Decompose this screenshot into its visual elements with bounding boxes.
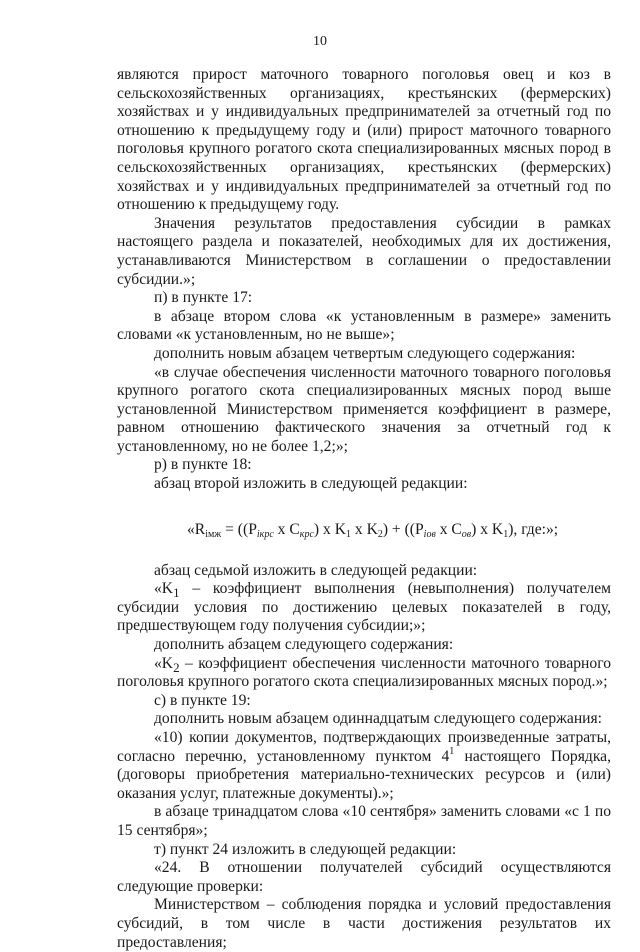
paragraph-add-eleventh: дополнить новым абзацем одиннадцатым следующего содержания:	[154, 710, 603, 728]
formula-sub: iмж	[205, 528, 222, 540]
paragraph-ministry-checks: Министерством – соблюдения порядка и условий предоставления субсидий, в том числе в части достижения результатов их предоставления;	[117, 896, 611, 951]
documents-superscript: 1	[449, 745, 455, 757]
formula-part: ) x K	[313, 520, 346, 538]
paragraph-item-t: т) пункт 24 изложить в следующей редакции:	[154, 840, 457, 858]
paragraph-item-s: с) в пункте 19:	[154, 691, 251, 709]
formula-part: x K	[350, 520, 378, 538]
k1-subscript: 1	[173, 585, 180, 601]
k1-symbol: «K	[154, 580, 174, 598]
formula-part: = ((P	[221, 520, 257, 538]
paragraph-thirteenth-replace: в абзаце тринадцатом слова «10 сентября» заменить словами «с 1 по 15 сентября»;	[117, 803, 611, 839]
paragraph-k1-definition	[117, 580, 611, 636]
formula-part: ) + ((P	[382, 520, 424, 538]
formula-sub: 1	[345, 528, 351, 540]
page-number: 10	[313, 34, 327, 49]
k1-text: – коэффициент выполнения (невыполнения) получателем субсидии условия по достижению целевых показателей в году, предшествующем году получения субсидии;»;	[117, 580, 611, 635]
formula-sub: iкрс	[256, 528, 274, 540]
paragraph-item-r: р) в пункте 18:	[154, 456, 252, 474]
formula-sub: крс	[299, 528, 314, 540]
k2-symbol: «K	[154, 654, 174, 672]
paragraph-documents-copies	[117, 729, 611, 803]
documents-text: «10) копии документов, подтверждающих произведенные затраты, согласно перечню, установленному пунктом 4	[117, 729, 611, 765]
paragraph-add-fourth: дополнить новым абзацем четвертым следующего содержания:	[154, 344, 576, 362]
paragraph-results-continuation: являются прирост маточного товарного поголовья овец и коз в сельскохозяйственных организациях, крестьянских (фермерских) хозяйствах и у индивидуальных предпринимателей за отчетный год по отношению к предыдущему году и (или) прирост маточного товарного поголовья крупного рогатого скота специализированных мясных пород в сельскохозяйственных организациях, крестьянских (фермерских) хозяйствах и у индивидуальных предпринимателей за отчетный год по отношению к предыдущему году.	[117, 66, 611, 214]
paragraph-item-24: «24. В отношении получателей субсидий осуществляются следующие проверки:	[117, 859, 611, 895]
paragraph-replace-words: в абзаце втором слова «к установленным в размере» заменить словами «к установленным, но не выше»;	[117, 307, 611, 344]
paragraph-result-values: Значения результатов предоставления субсидии в рамках настоящего раздела и показателей, необходимых для их достижения, устанавливаются Министерством в соглашении о предоставлении субсидии.»;	[117, 214, 611, 288]
formula-sub: 2	[377, 528, 383, 540]
document-body	[117, 66, 611, 952]
formula-part: ) x K	[471, 520, 504, 538]
documents-text-end: настоящего Порядка, (договоры приобретения материально-технических ресурсов и (или) оказания услуг, платежные документы).»;	[117, 747, 611, 802]
paragraph-coefficient-case: «в случае обеспечения численности маточного товарного поголовья крупного рогатого скота специализированных мясных пород выше установленной Министерством применяется коэффициент в размере, равном отношению фактического значения за отчетный год к установленному, но не более 1,2;»;	[117, 363, 611, 455]
subsidy-formula	[117, 520, 611, 540]
paragraph-k2-definition	[117, 655, 611, 692]
formula-sub: ов	[461, 528, 472, 540]
k2-subscript: 2	[173, 659, 180, 675]
formula-part: x C	[273, 520, 300, 538]
paragraph-item-p: п) в пункте 17:	[154, 289, 253, 307]
formula-part: «R	[187, 520, 206, 538]
paragraph-second-edition: абзац второй изложить в следующей редакции:	[154, 475, 468, 493]
paragraph-seventh-edition: абзац седьмой изложить в следующей редакции:	[154, 561, 478, 579]
paragraph-add-paragraph: дополнить абзацем следующего содержания:	[154, 636, 454, 654]
formula-part: x C	[435, 520, 462, 538]
formula-sub: 1	[503, 528, 509, 540]
k2-text: – коэффициент обеспечения численности маточного товарного поголовья крупного рогатого скота специализированных мясных пород.»;	[117, 654, 611, 691]
formula-part: ), где:»;	[508, 520, 559, 538]
formula-sub: iов	[423, 528, 436, 540]
